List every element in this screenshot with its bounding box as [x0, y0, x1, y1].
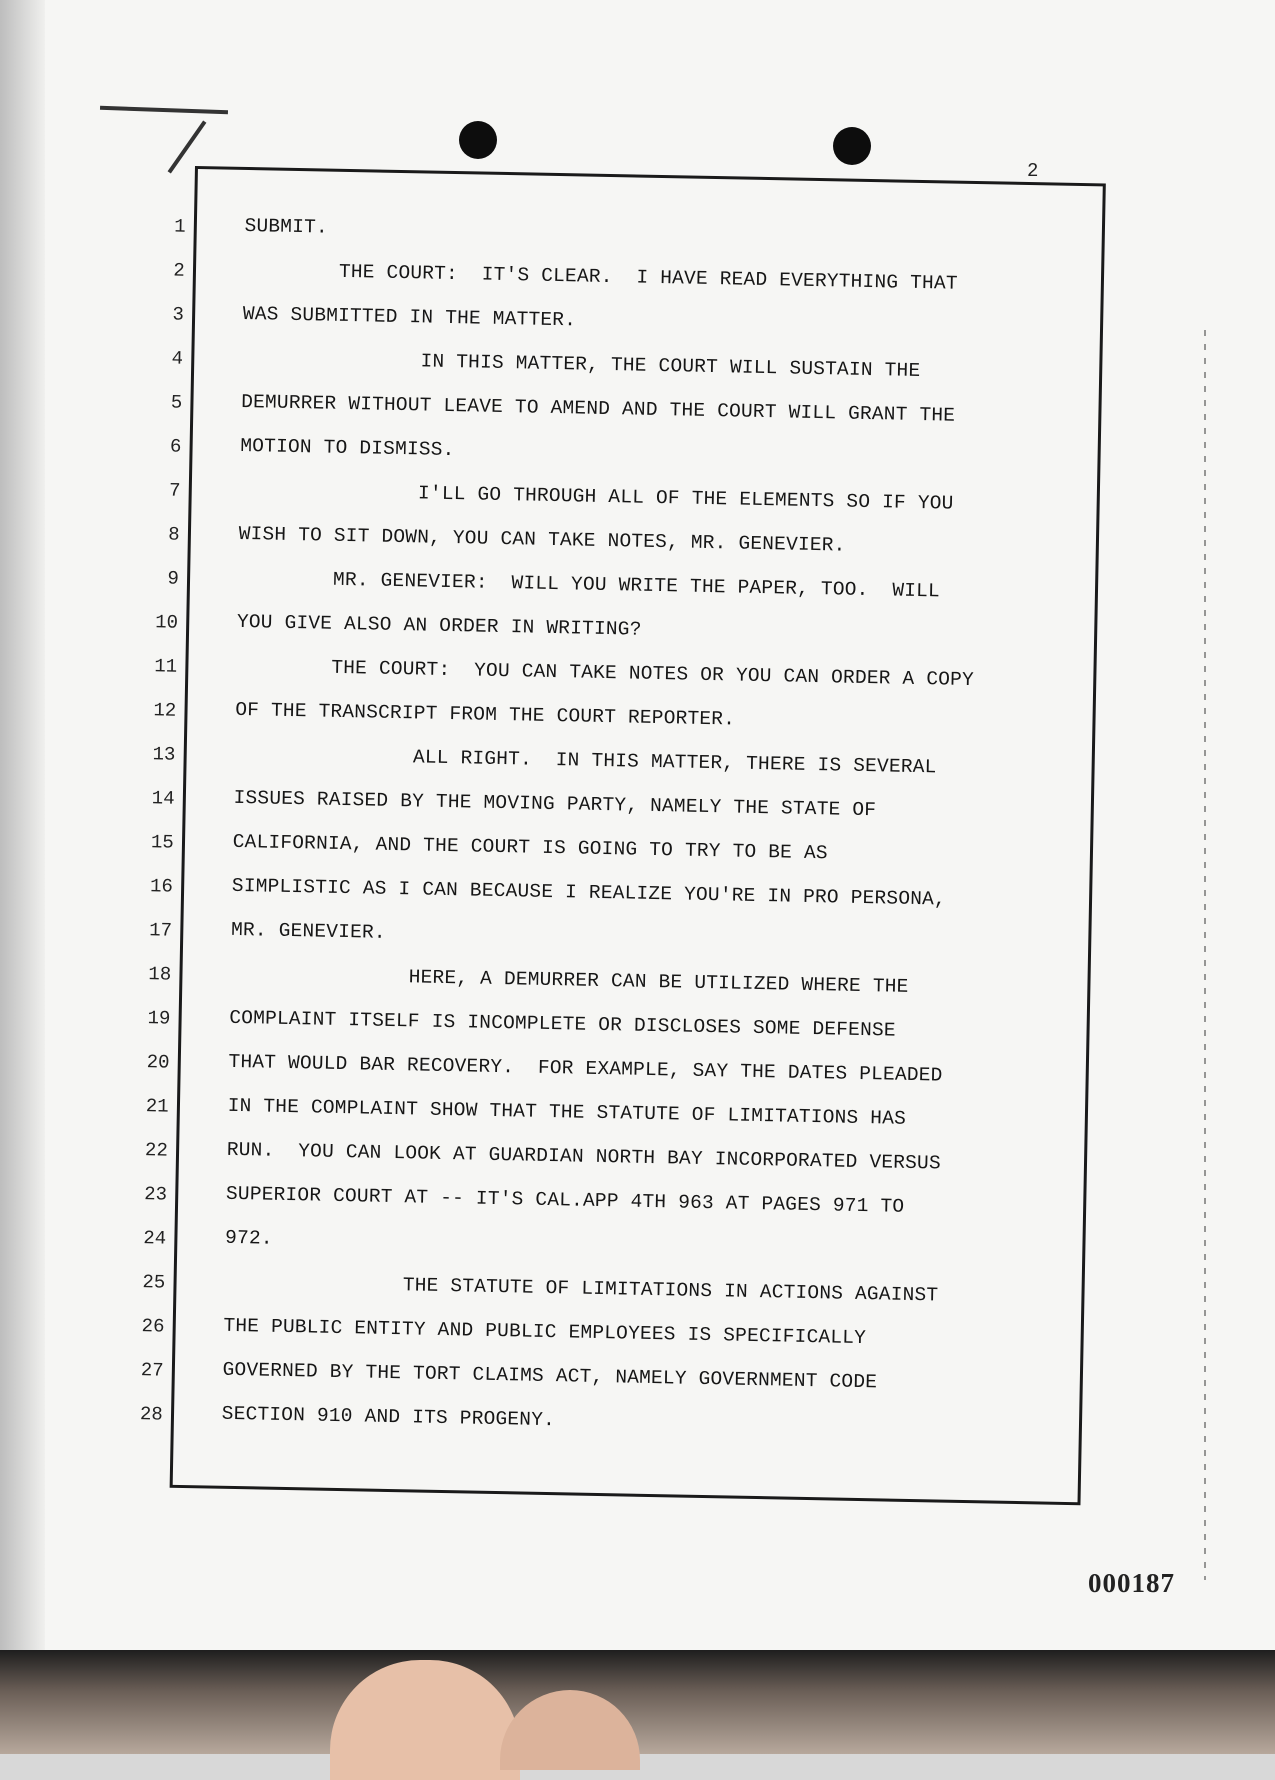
transcript-line: 972.	[224, 1226, 273, 1250]
line-number: 20	[146, 1051, 170, 1074]
transcript-line: THE COURT: YOU CAN TAKE NOTES OR YOU CAN ORDER A COPY	[235, 654, 975, 692]
transcript-line: SECTION 910 AND ITS PROGENY.	[221, 1402, 556, 1432]
bates-number: 000187	[1088, 1568, 1175, 1598]
transcript-line: OF THE TRANSCRIPT FROM THE COURT REPORTER.	[235, 698, 736, 731]
line-number: 24	[143, 1227, 167, 1250]
transcript-line: COMPLAINT ITSELF IS INCOMPLETE OR DISCLOSES SOME DEFENSE	[229, 1006, 896, 1042]
line-number: 22	[144, 1139, 169, 1162]
corner-scan-mark	[100, 106, 228, 114]
transcript-line: GOVERNED BY THE TORT CLAIMS ACT, NAMELY GOVERNMENT CODE	[222, 1358, 878, 1394]
line-number: 11	[154, 655, 178, 678]
line-number: 26	[141, 1315, 165, 1338]
transcript-line: IN THE COMPLAINT SHOW THAT THE STATUTE OF LIMITATIONS HAS	[227, 1094, 907, 1130]
transcript-line: WISH TO SIT DOWN, YOU CAN TAKE NOTES, MR. GENEVIER.	[238, 522, 846, 557]
transcript-line: IN THIS MATTER, THE COURT WILL SUSTAIN THE	[241, 346, 921, 382]
transcript-line: MR. GENEVIER: WILL YOU WRITE THE PAPER, TOO. WILL	[237, 566, 941, 603]
transcript-line: THE PUBLIC ENTITY AND PUBLIC EMPLOYEES IS SPECIFICALLY	[223, 1314, 867, 1350]
line-number: 27	[140, 1359, 164, 1382]
line-number: 6	[169, 435, 182, 458]
line-number: 13	[152, 743, 176, 766]
line-number: 4	[171, 347, 184, 370]
line-number: 25	[142, 1271, 166, 1294]
line-number: 21	[145, 1095, 169, 1118]
punch-hole-right	[833, 127, 871, 165]
line-number: 12	[153, 699, 177, 722]
line-number: 17	[149, 919, 173, 942]
line-number: 19	[147, 1007, 171, 1030]
transcript-line: DEMURRER WITHOUT LEAVE TO AMEND AND THE COURT WILL GRANT THE	[240, 390, 956, 427]
line-number: 3	[172, 303, 185, 326]
transcript-line: SIMPLISTIC AS I CAN BECAUSE I REALIZE YOU'RE IN PRO PERSONA,	[231, 874, 947, 911]
line-number: 18	[148, 963, 172, 986]
transcript-line: CALIFORNIA, AND THE COURT IS GOING TO TRY TO BE AS	[232, 830, 828, 865]
transcript-line: WAS SUBMITTED IN THE MATTER.	[242, 302, 577, 332]
page-number: 2	[1027, 160, 1039, 182]
line-number: 15	[150, 831, 174, 854]
transcript-text	[221, 204, 1084, 1452]
transcript-line: SUBMIT.	[244, 214, 329, 239]
scanner-background	[0, 1650, 1275, 1754]
transcript-line: ISSUES RAISED BY THE MOVING PARTY, NAMELY THE STATE OF	[233, 786, 877, 822]
transcript-line: SUPERIOR COURT AT -- IT'S CAL.APP 4TH 963 AT PAGES 971 TO	[225, 1182, 905, 1218]
transcript-line: YOU GIVE ALSO AN ORDER IN WRITING?	[236, 610, 642, 641]
transcript-line: THAT WOULD BAR RECOVERY. FOR EXAMPLE, SAY THE DATES PLEADED	[228, 1050, 943, 1087]
page-edge-shadow	[0, 0, 45, 1650]
transcript-line: MOTION TO DISMISS.	[240, 434, 455, 462]
transcript-line: THE STATUTE OF LIMITATIONS IN ACTIONS AGAINST	[224, 1270, 939, 1307]
scan-edge-noise	[1204, 330, 1206, 1580]
transcript-line: RUN. YOU CAN LOOK AT GUARDIAN NORTH BAY INCORPORATED VERSUS	[226, 1138, 942, 1175]
punch-hole-left	[459, 121, 497, 159]
line-number: 10	[154, 611, 179, 634]
line-number: 1	[173, 215, 186, 238]
line-number: 16	[149, 875, 174, 898]
transcript-line: MR. GENEVIER.	[230, 918, 386, 944]
transcript-line: HERE, A DEMURRER CAN BE UTILIZED WHERE THE	[230, 962, 909, 998]
transcript-line: THE COURT: IT'S CLEAR. I HAVE READ EVERYTHING THAT	[243, 258, 958, 295]
line-number: 23	[143, 1183, 168, 1206]
line-number: 5	[170, 391, 183, 414]
line-number: 7	[168, 479, 181, 502]
line-number: 28	[139, 1403, 163, 1426]
line-number: 8	[168, 523, 180, 546]
transcript-line: I'LL GO THROUGH ALL OF THE ELEMENTS SO IF YOU	[239, 478, 954, 515]
line-number: 14	[151, 787, 175, 810]
line-number: 2	[173, 259, 185, 282]
transcript-line: ALL RIGHT. IN THIS MATTER, THERE IS SEVERAL	[234, 742, 937, 779]
line-number: 9	[167, 567, 180, 590]
